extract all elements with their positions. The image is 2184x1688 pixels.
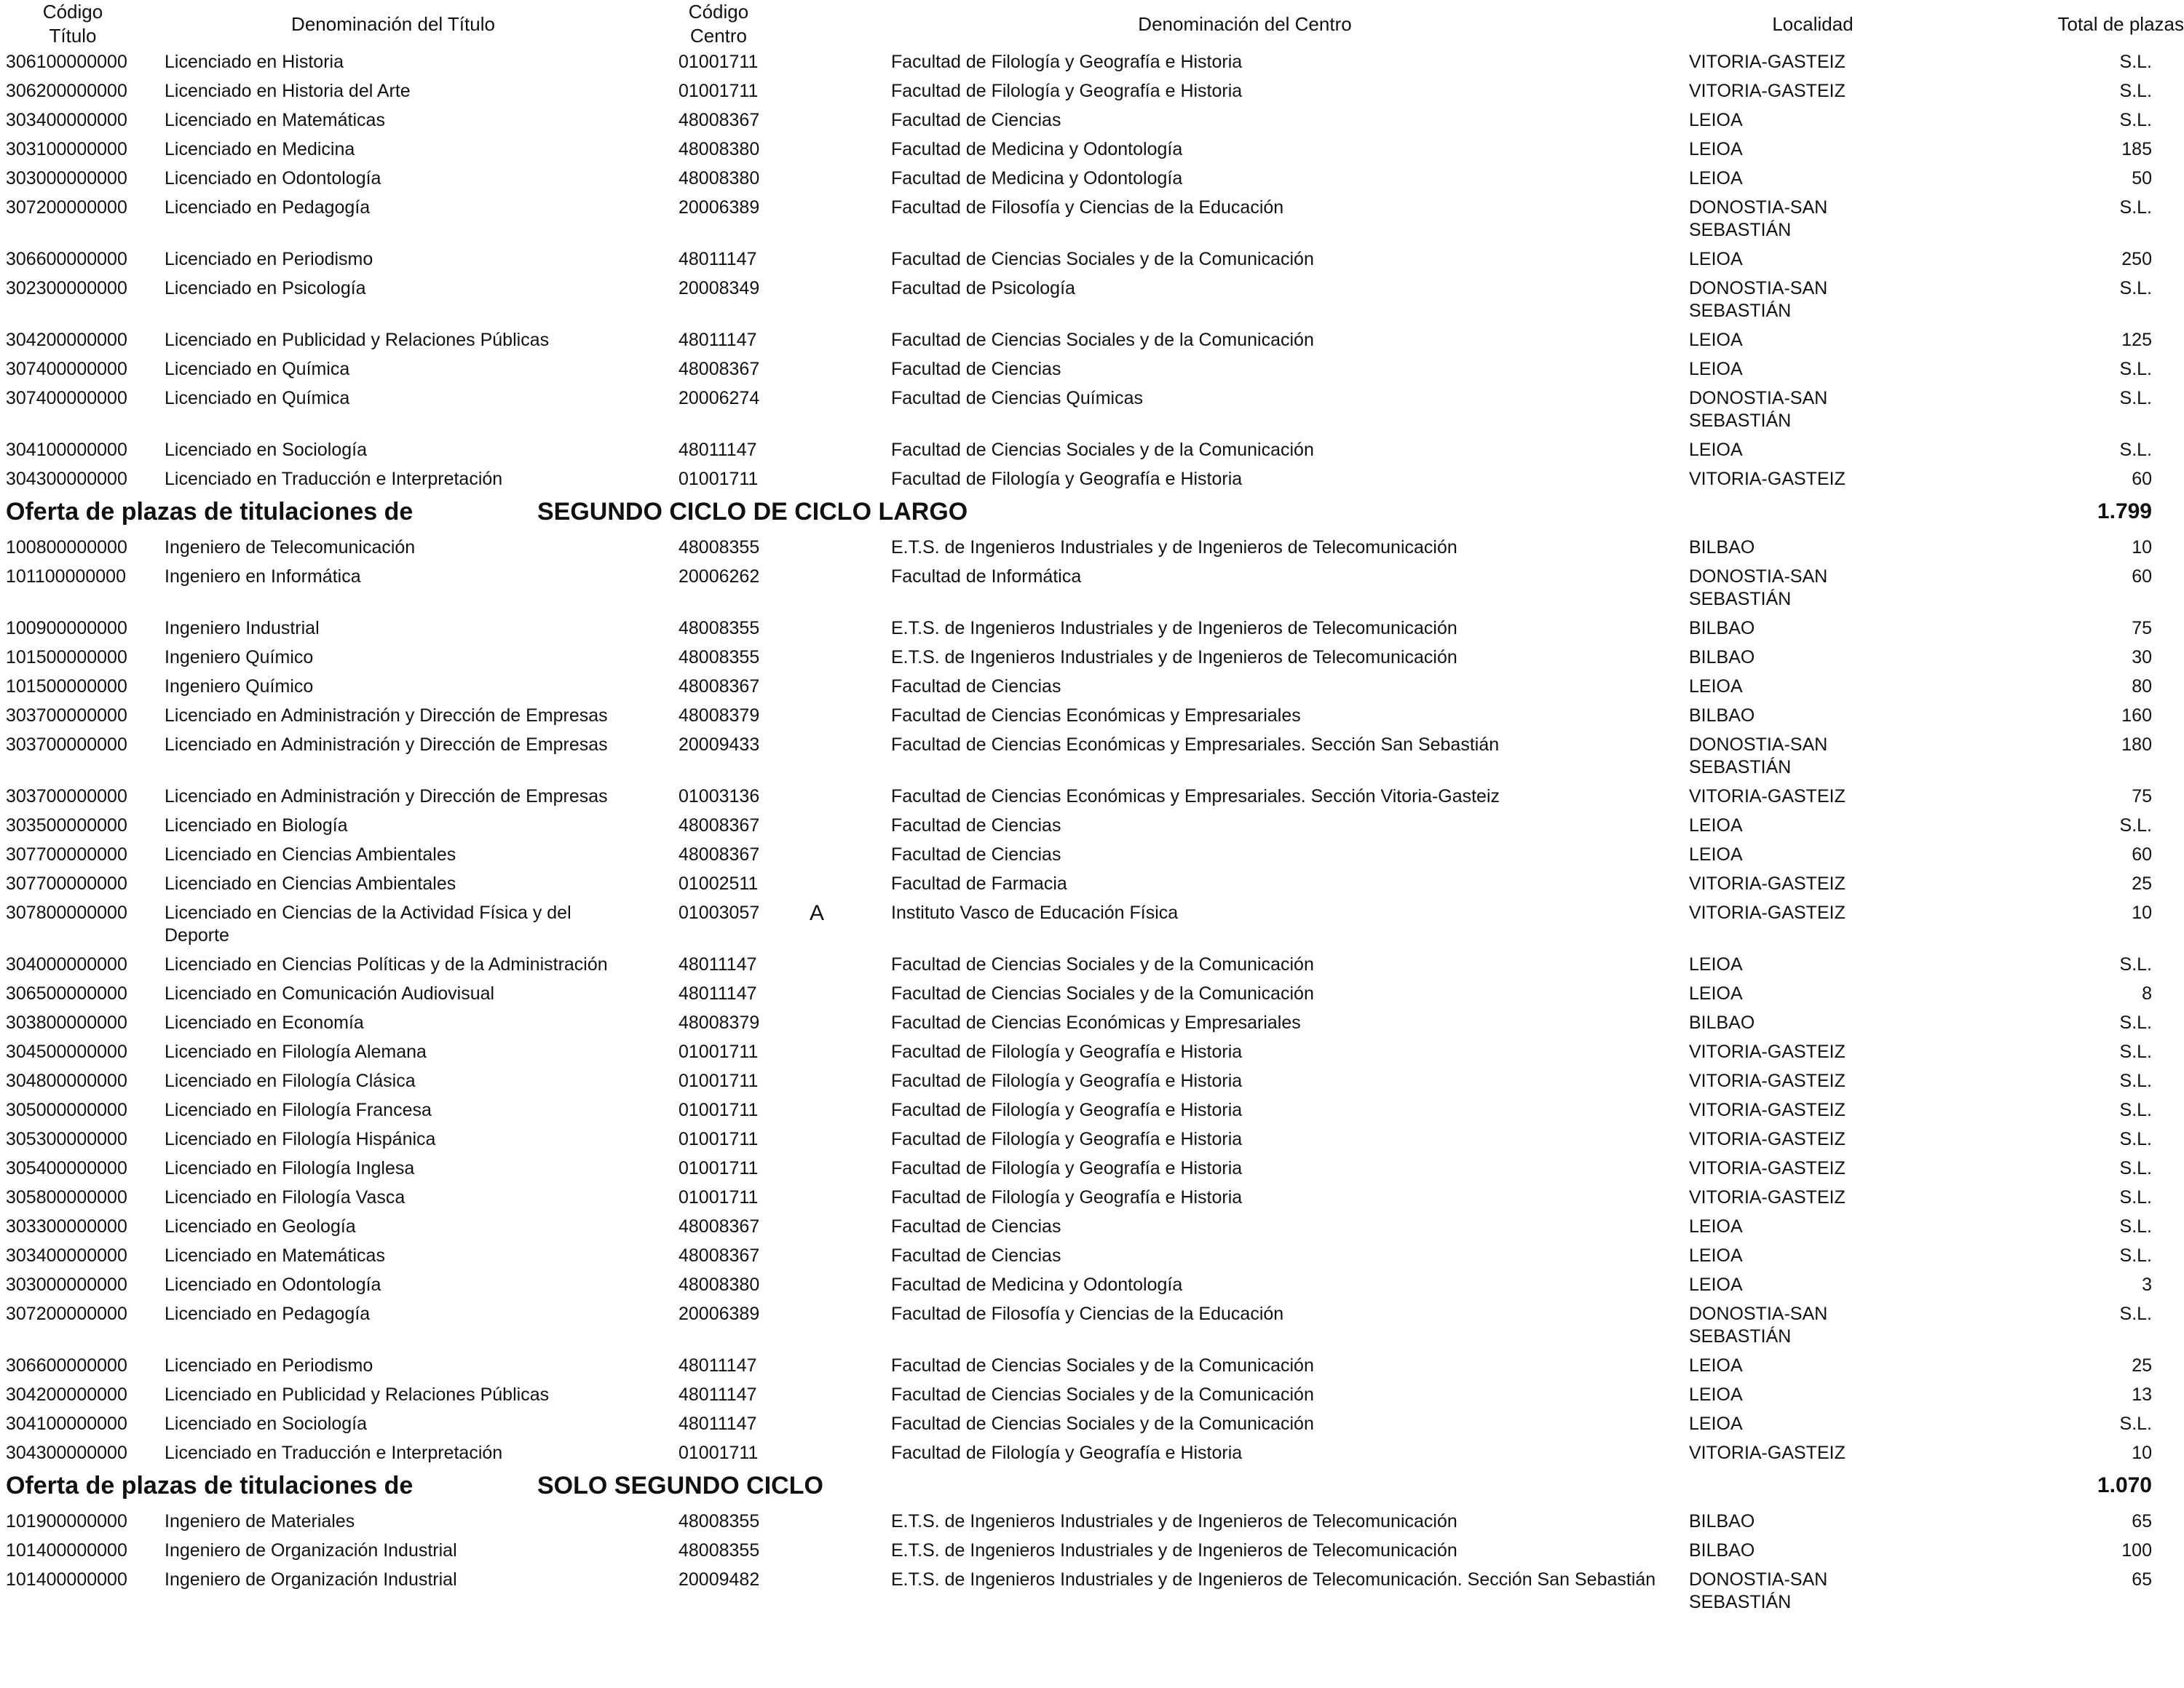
codigo-centro-cell: 48008380: [678, 139, 760, 159]
centro-cell: Facultad de Ciencias: [891, 844, 1061, 865]
codigo-titulo-cell: 101100000000: [6, 566, 126, 587]
localidad-cell: LEIOA: [1689, 1216, 1743, 1237]
total-plazas-cell: 50: [2132, 168, 2152, 189]
codigo-titulo-cell: 305400000000: [6, 1158, 127, 1178]
localidad-cell: LEIOA: [1689, 1245, 1743, 1266]
localidad-cell: LEIOA: [1689, 954, 1743, 975]
localidad-cell: LEIOA: [1689, 676, 1743, 697]
codigo-titulo-cell: 306500000000: [6, 983, 127, 1004]
titulo-cell: Ingeniero en Informática: [165, 566, 361, 587]
centro-cell: Facultad de Filología y Geografía e Historia: [891, 1158, 1243, 1178]
codigo-centro-cell: 48008367: [678, 676, 760, 697]
codigo-centro-cell: 01001711: [678, 1443, 759, 1463]
titulo-cell: Licenciado en Sociología: [165, 440, 367, 460]
total-plazas-cell: 3: [2142, 1275, 2152, 1295]
codigo-centro-cell: 01001711: [678, 52, 759, 72]
centro-cell: Facultad de Ciencias Químicas: [891, 388, 1143, 408]
centro-cell: Facultad de Medicina y Odontología: [891, 1275, 1183, 1295]
centro-cell: Facultad de Ciencias: [891, 359, 1061, 379]
titulo-cell: Licenciado en Traducción e Interpretación: [165, 1443, 503, 1463]
total-plazas-cell: S.L.: [2119, 52, 2152, 72]
codigo-centro-cell: 01001711: [678, 1187, 759, 1208]
codigo-titulo-cell: 303300000000: [6, 1216, 127, 1237]
codigo-titulo-cell: 303700000000: [6, 786, 127, 807]
codigo-titulo-cell: 101500000000: [6, 647, 127, 667]
header-codigo-centro: Código Centro: [688, 1, 749, 47]
codigo-centro-cell: 20006389: [678, 1304, 760, 1324]
codigo-centro-cell: 20008349: [678, 278, 760, 298]
codigo-centro-cell: 48008367: [678, 1216, 760, 1237]
codigo-titulo-cell: 306600000000: [6, 1355, 127, 1376]
localidad-cell: LEIOA: [1689, 1355, 1743, 1376]
codigo-centro-cell: 01001711: [678, 81, 759, 101]
localidad-cell: LEIOA: [1689, 815, 1743, 836]
localidad-cell: BILBAO: [1689, 618, 1755, 638]
localidad-cell: BILBAO: [1689, 705, 1755, 726]
titulo-cell: Ingeniero de Telecomunicación: [165, 537, 416, 558]
codigo-centro-cell: 01001711: [678, 1071, 759, 1091]
total-plazas-cell: S.L.: [2119, 359, 2152, 379]
total-plazas-cell: 60: [2132, 566, 2152, 587]
localidad-cell: LEIOA: [1689, 359, 1743, 379]
section-heading: [0, 496, 2184, 528]
titulo-cell: Ingeniero de Organización Industrial: [165, 1569, 457, 1590]
codigo-titulo-cell: 303100000000: [6, 139, 127, 159]
codigo-titulo-cell: 303700000000: [6, 734, 127, 755]
localidad-cell: VITORIA-GASTEIZ: [1689, 1443, 1845, 1463]
titulo-cell: Licenciado en Pedagogía: [165, 1304, 371, 1324]
localidad-cell: BILBAO: [1689, 647, 1755, 667]
localidad-cell: VITORIA-GASTEIZ: [1689, 1071, 1845, 1091]
titulo-cell: Licenciado en Periodismo: [165, 1355, 373, 1376]
centro-cell: E.T.S. de Ingenieros Industriales y de Ingenieros de Telecomunicación: [891, 537, 1457, 558]
codigo-titulo-cell: 305800000000: [6, 1187, 127, 1208]
total-plazas-cell: S.L.: [2119, 388, 2152, 408]
codigo-titulo-cell: 307700000000: [6, 844, 127, 865]
centro-cell: E.T.S. de Ingenieros Industriales y de Ingenieros de Telecomunicación: [891, 618, 1457, 638]
localidad-cell: VITORIA-GASTEIZ: [1689, 1129, 1845, 1149]
codigo-titulo-cell: 304100000000: [6, 1414, 127, 1434]
codigo-centro-cell: 48008367: [678, 815, 760, 836]
titulo-cell: Licenciado en Pedagogía: [165, 197, 371, 218]
section-total: 1.070: [2097, 1473, 2152, 1497]
titulo-cell: Licenciado en Comunicación Audiovisual: [165, 983, 495, 1004]
centro-cell: Facultad de Ciencias Sociales y de la Comunicación: [891, 1355, 1314, 1376]
codigo-centro-cell: 20006389: [678, 197, 760, 218]
codigo-titulo-cell: 307400000000: [6, 388, 127, 408]
localidad-cell: BILBAO: [1689, 1511, 1755, 1532]
codigo-titulo-cell: 307400000000: [6, 359, 127, 379]
centro-cell: Instituto Vasco de Educación Física: [891, 903, 1179, 923]
codigo-centro-cell: 01003136: [678, 786, 760, 807]
localidad-cell: VITORIA-GASTEIZ: [1689, 786, 1845, 807]
total-plazas-cell: 13: [2132, 1384, 2152, 1405]
total-plazas-cell: S.L.: [2119, 1245, 2152, 1266]
codigo-centro-cell: 48011147: [678, 330, 757, 350]
titulo-cell: Licenciado en Ciencias Políticas y de la Administración: [165, 954, 608, 975]
header-total-plazas: Total de plazas: [2057, 13, 2184, 35]
titulo-cell: Licenciado en Psicología: [165, 278, 366, 298]
codigo-centro-cell: 01002511: [678, 873, 759, 894]
centro-cell: Facultad de Filosofía y Ciencias de la Educación: [891, 197, 1284, 218]
codigo-titulo-cell: 304200000000: [6, 330, 127, 350]
total-plazas-cell: S.L.: [2119, 1158, 2152, 1178]
titulo-cell: Licenciado en Geología: [165, 1216, 356, 1237]
codigo-titulo-cell: 303400000000: [6, 110, 127, 130]
codigo-titulo-cell: 302300000000: [6, 278, 127, 298]
titulo-cell: Licenciado en Medicina: [165, 139, 355, 159]
total-plazas-cell: S.L.: [2119, 81, 2152, 101]
total-plazas-cell: S.L.: [2119, 1013, 2152, 1033]
titulo-cell: Licenciado en Publicidad y Relaciones Públicas: [165, 330, 550, 350]
localidad-cell: DONOSTIA-SAN SEBASTIÁN: [1689, 1569, 1828, 1612]
centro-cell: Facultad de Filosofía y Ciencias de la Educación: [891, 1304, 1284, 1324]
titulo-cell: Licenciado en Traducción e Interpretación: [165, 469, 503, 489]
centro-cell: Facultad de Filología y Geografía e Historia: [891, 1443, 1243, 1463]
codigo-titulo-cell: 101400000000: [6, 1569, 127, 1590]
centro-cell: Facultad de Filología y Geografía e Historia: [891, 1129, 1243, 1149]
total-plazas-cell: 60: [2132, 844, 2152, 865]
localidad-cell: LEIOA: [1689, 110, 1743, 130]
localidad-cell: VITORIA-GASTEIZ: [1689, 1100, 1845, 1120]
titulo-cell: Licenciado en Filología Francesa: [165, 1100, 432, 1120]
centro-cell: Facultad de Ciencias: [891, 815, 1061, 836]
codigo-centro-cell: 48011147: [678, 440, 757, 460]
total-plazas-cell: S.L.: [2119, 1129, 2152, 1149]
centro-cell: Facultad de Ciencias Económicas y Empresariales: [891, 1013, 1301, 1033]
section-label: Oferta de plazas de titulaciones de: [6, 1472, 414, 1499]
codigo-centro-cell: 48008367: [678, 844, 760, 865]
codigo-centro-cell: 01001711: [678, 1100, 759, 1120]
localidad-cell: LEIOA: [1689, 139, 1743, 159]
codigo-centro-cell: 48011147: [678, 983, 757, 1004]
codigo-titulo-cell: 303700000000: [6, 705, 127, 726]
total-plazas-cell: S.L.: [2119, 110, 2152, 130]
total-plazas-cell: S.L.: [2119, 440, 2152, 460]
codigo-centro-cell: 48008355: [678, 1540, 760, 1561]
centro-cell: Facultad de Ciencias Sociales y de la Comunicación: [891, 249, 1314, 269]
codigo-titulo-cell: 307700000000: [6, 873, 127, 894]
titulo-cell: Licenciado en Administración y Dirección de Empresas: [165, 734, 608, 755]
header-codigo-titulo: Código Título: [42, 1, 103, 47]
localidad-cell: VITORIA-GASTEIZ: [1689, 1042, 1845, 1062]
titulo-cell: Licenciado en Historia: [165, 52, 344, 72]
codigo-titulo-cell: 100800000000: [6, 537, 127, 558]
total-plazas-cell: 65: [2132, 1569, 2152, 1590]
header-localidad: Localidad: [1772, 13, 1853, 35]
centro-cell: Facultad de Medicina y Odontología: [891, 168, 1183, 189]
header-denominacion-titulo: Denominación del Título: [291, 13, 495, 35]
section-title: SEGUNDO CICLO DE CICLO LARGO: [537, 498, 968, 526]
centro-cell: Facultad de Filología y Geografía e Historia: [891, 1187, 1243, 1208]
centro-cell: Facultad de Ciencias Económicas y Empresariales: [891, 705, 1301, 726]
total-plazas-cell: 25: [2132, 1355, 2152, 1376]
codigo-centro-cell: 48008367: [678, 359, 760, 379]
titulo-cell: Licenciado en Publicidad y Relaciones Públicas: [165, 1384, 550, 1405]
titulo-cell: Licenciado en Química: [165, 359, 350, 379]
total-plazas-cell: S.L.: [2119, 954, 2152, 975]
centro-cell: Facultad de Informática: [891, 566, 1082, 587]
total-plazas-cell: S.L.: [2119, 278, 2152, 298]
codigo-centro-cell: 20009482: [678, 1569, 760, 1590]
centro-cell: Facultad de Ciencias Sociales y de la Comunicación: [891, 983, 1314, 1004]
localidad-cell: LEIOA: [1689, 168, 1743, 189]
total-plazas-cell: S.L.: [2119, 1414, 2152, 1434]
codigo-centro-cell: 20006274: [678, 388, 760, 408]
localidad-cell: DONOSTIA-SAN SEBASTIÁN: [1689, 566, 1828, 609]
total-plazas-cell: 10: [2132, 537, 2152, 558]
total-plazas-cell: 125: [2121, 330, 2152, 350]
centro-cell: Facultad de Ciencias Sociales y de la Comunicación: [891, 440, 1314, 460]
titulo-cell: Licenciado en Biología: [165, 815, 348, 836]
centro-cell: Facultad de Filología y Geografía e Historia: [891, 469, 1243, 489]
total-plazas-cell: 60: [2132, 469, 2152, 489]
codigo-centro-cell: 48008379: [678, 1013, 760, 1033]
section-heading: [0, 1470, 2184, 1502]
codigo-titulo-cell: 305300000000: [6, 1129, 127, 1149]
localidad-cell: DONOSTIA-SAN SEBASTIÁN: [1689, 278, 1828, 321]
localidad-cell: BILBAO: [1689, 537, 1755, 558]
titulo-cell: Ingeniero Químico: [165, 647, 314, 667]
codigo-titulo-cell: 306600000000: [6, 249, 127, 269]
localidad-cell: LEIOA: [1689, 440, 1743, 460]
codigo-titulo-cell: 101500000000: [6, 676, 127, 697]
centro-cell: Facultad de Medicina y Odontología: [891, 139, 1183, 159]
codigo-centro-cell: 48008367: [678, 110, 760, 130]
codigo-titulo-cell: 304500000000: [6, 1042, 127, 1062]
codigo-centro-cell: 01001711: [678, 1042, 759, 1062]
titulo-cell: Licenciado en Filología Alemana: [165, 1042, 427, 1062]
localidad-cell: VITORIA-GASTEIZ: [1689, 81, 1845, 101]
centro-cell: Facultad de Ciencias Sociales y de la Comunicación: [891, 1384, 1314, 1405]
titulo-cell: Ingeniero Industrial: [165, 618, 320, 638]
total-plazas-cell: 180: [2121, 734, 2152, 755]
centro-cell: Facultad de Psicología: [891, 278, 1075, 298]
centro-cell: Facultad de Filología y Geografía e Historia: [891, 1042, 1243, 1062]
centro-cell: Facultad de Ciencias: [891, 1216, 1061, 1237]
localidad-cell: DONOSTIA-SAN SEBASTIÁN: [1689, 197, 1828, 240]
titulo-cell: Ingeniero Químico: [165, 676, 314, 697]
codigo-titulo-cell: 304300000000: [6, 469, 127, 489]
titulo-cell: Licenciado en Odontología: [165, 1275, 381, 1295]
section-title: SOLO SEGUNDO CICLO: [537, 1472, 823, 1499]
centro-cell: E.T.S. de Ingenieros Industriales y de Ingenieros de Telecomunicación: [891, 647, 1457, 667]
titulo-cell: Licenciado en Matemáticas: [165, 110, 385, 130]
titulo-cell: Ingeniero de Organización Industrial: [165, 1540, 457, 1561]
codigo-titulo-cell: 303800000000: [6, 1013, 127, 1033]
titulo-cell: Licenciado en Sociología: [165, 1414, 367, 1434]
titulo-cell: Licenciado en Química: [165, 388, 350, 408]
codigo-centro-cell: 48011147: [678, 249, 757, 269]
total-plazas-cell: 75: [2132, 786, 2152, 807]
codigo-centro-cell: 01001711: [678, 1158, 759, 1178]
total-plazas-cell: 100: [2121, 1540, 2152, 1561]
codigo-titulo-cell: 101900000000: [6, 1511, 127, 1532]
codigo-titulo-cell: 304000000000: [6, 954, 127, 975]
total-plazas-cell: 185: [2121, 139, 2152, 159]
total-plazas-cell: S.L.: [2119, 1187, 2152, 1208]
localidad-cell: LEIOA: [1689, 1414, 1743, 1434]
codigo-centro-cell: 48008379: [678, 705, 760, 726]
titulo-cell: Licenciado en Ciencias de la Actividad Física y del Deporte: [165, 903, 571, 946]
codigo-centro-cell: 20006262: [678, 566, 760, 587]
codigo-titulo-cell: 306200000000: [6, 81, 127, 101]
titulo-cell: Licenciado en Administración y Dirección de Empresas: [165, 786, 608, 807]
centro-cell: E.T.S. de Ingenieros Industriales y de Ingenieros de Telecomunicación: [891, 1511, 1457, 1532]
localidad-cell: VITORIA-GASTEIZ: [1689, 469, 1845, 489]
codigo-titulo-cell: 307200000000: [6, 197, 127, 218]
centro-cell: Facultad de Filología y Geografía e Historia: [891, 1071, 1243, 1091]
section-label: Oferta de plazas de titulaciones de: [6, 498, 414, 526]
centro-cell: Facultad de Filología y Geografía e Historia: [891, 1100, 1243, 1120]
codigo-titulo-cell: 305000000000: [6, 1100, 127, 1120]
codigo-titulo-cell: 100900000000: [6, 618, 127, 638]
localidad-cell: DONOSTIA-SAN SEBASTIÁN: [1689, 734, 1828, 777]
centro-cell: Facultad de Ciencias Sociales y de la Comunicación: [891, 330, 1314, 350]
total-plazas-cell: 30: [2132, 647, 2152, 667]
localidad-cell: VITORIA-GASTEIZ: [1689, 873, 1845, 894]
centro-cell: Facultad de Farmacia: [891, 873, 1067, 894]
codigo-centro-cell: 48008380: [678, 1275, 760, 1295]
localidad-cell: LEIOA: [1689, 1384, 1743, 1405]
codigo-centro-cell: 01001711: [678, 469, 759, 489]
total-plazas-cell: S.L.: [2119, 197, 2152, 218]
codigo-centro-cell: 48011147: [678, 954, 757, 975]
codigo-centro-cell: 01003057: [678, 903, 760, 923]
codigo-centro-cell: 48008355: [678, 537, 760, 558]
centro-cell: Facultad de Ciencias: [891, 1245, 1061, 1266]
titulo-cell: Licenciado en Odontología: [165, 168, 381, 189]
total-plazas-cell: 65: [2132, 1511, 2152, 1532]
total-plazas-cell: 25: [2132, 873, 2152, 894]
titulo-cell: Licenciado en Administración y Dirección de Empresas: [165, 705, 608, 726]
codigo-titulo-cell: 303400000000: [6, 1245, 127, 1266]
centro-cell: Facultad de Ciencias Económicas y Empresariales. Sección San Sebastián: [891, 734, 1500, 755]
localidad-cell: VITORIA-GASTEIZ: [1689, 52, 1845, 72]
localidad-cell: VITORIA-GASTEIZ: [1689, 1187, 1845, 1208]
titulo-cell: Licenciado en Filología Inglesa: [165, 1158, 415, 1178]
centro-cell: Facultad de Filología y Geografía e Historia: [891, 52, 1243, 72]
titulo-cell: Licenciado en Ciencias Ambientales: [165, 873, 456, 894]
codigo-centro-cell: 48011147: [678, 1384, 757, 1405]
total-plazas-cell: 8: [2142, 983, 2152, 1004]
codigo-centro-cell: 48008355: [678, 618, 760, 638]
total-plazas-cell: 160: [2121, 705, 2152, 726]
codigo-centro-cell: 48011147: [678, 1414, 757, 1434]
total-plazas-cell: S.L.: [2119, 1216, 2152, 1237]
section-total: 1.799: [2097, 499, 2152, 523]
total-plazas-cell: 80: [2132, 676, 2152, 697]
row-mark: A: [810, 901, 825, 925]
codigo-centro-cell: 48011147: [678, 1355, 757, 1376]
codigo-titulo-cell: 307800000000: [6, 903, 127, 923]
localidad-cell: LEIOA: [1689, 1275, 1743, 1295]
total-plazas-cell: S.L.: [2119, 1100, 2152, 1120]
codigo-titulo-cell: 101400000000: [6, 1540, 127, 1561]
centro-cell: Facultad de Ciencias: [891, 110, 1061, 130]
codigo-centro-cell: 48008355: [678, 647, 760, 667]
codigo-titulo-cell: 306100000000: [6, 52, 127, 72]
titulo-cell: Licenciado en Matemáticas: [165, 1245, 385, 1266]
total-plazas-cell: 10: [2132, 1443, 2152, 1463]
codigo-centro-cell: 48008367: [678, 1245, 760, 1266]
codigo-centro-cell: 20009433: [678, 734, 760, 755]
localidad-cell: VITORIA-GASTEIZ: [1689, 903, 1845, 923]
codigo-titulo-cell: 304300000000: [6, 1443, 127, 1463]
titulo-cell: Licenciado en Ciencias Ambientales: [165, 844, 456, 865]
total-plazas-cell: S.L.: [2119, 815, 2152, 836]
total-plazas-cell: S.L.: [2119, 1042, 2152, 1062]
localidad-cell: DONOSTIA-SAN SEBASTIÁN: [1689, 388, 1828, 431]
centro-cell: Facultad de Ciencias Sociales y de la Comunicación: [891, 1414, 1314, 1434]
centro-cell: Facultad de Ciencias Sociales y de la Comunicación: [891, 954, 1314, 975]
titulo-cell: Ingeniero de Materiales: [165, 1511, 355, 1532]
titulo-cell: Licenciado en Filología Hispánica: [165, 1129, 436, 1149]
titulo-cell: Licenciado en Filología Vasca: [165, 1187, 405, 1208]
localidad-cell: LEIOA: [1689, 249, 1743, 269]
titulo-cell: Licenciado en Periodismo: [165, 249, 373, 269]
header-denominacion-centro: Denominación del Centro: [1138, 13, 1352, 35]
localidad-cell: LEIOA: [1689, 983, 1743, 1004]
localidad-cell: DONOSTIA-SAN SEBASTIÁN: [1689, 1304, 1828, 1347]
total-plazas-cell: 250: [2121, 249, 2152, 269]
centro-cell: E.T.S. de Ingenieros Industriales y de Ingenieros de Telecomunicación. Sección San Sebastián: [891, 1569, 1656, 1590]
total-plazas-cell: 75: [2132, 618, 2152, 638]
codigo-titulo-cell: 303000000000: [6, 1275, 127, 1295]
codigo-centro-cell: 48008380: [678, 168, 760, 189]
total-plazas-cell: S.L.: [2119, 1071, 2152, 1091]
centro-cell: Facultad de Ciencias Económicas y Empresariales. Sección Vitoria-Gasteiz: [891, 786, 1500, 807]
titulo-cell: Licenciado en Historia del Arte: [165, 81, 411, 101]
codigo-titulo-cell: 304800000000: [6, 1071, 127, 1091]
titulo-cell: Licenciado en Filología Clásica: [165, 1071, 416, 1091]
localidad-cell: VITORIA-GASTEIZ: [1689, 1158, 1845, 1178]
codigo-titulo-cell: 307200000000: [6, 1304, 127, 1324]
codigo-titulo-cell: 304200000000: [6, 1384, 127, 1405]
codigo-centro-cell: 01001711: [678, 1129, 759, 1149]
centro-cell: E.T.S. de Ingenieros Industriales y de Ingenieros de Telecomunicación: [891, 1540, 1457, 1561]
total-plazas-cell: 10: [2132, 903, 2152, 923]
codigo-titulo-cell: 303500000000: [6, 815, 127, 836]
total-plazas-cell: S.L.: [2119, 1304, 2152, 1324]
titulo-cell: Licenciado en Economía: [165, 1013, 364, 1033]
codigo-titulo-cell: 304100000000: [6, 440, 127, 460]
centro-cell: Facultad de Filología y Geografía e Historia: [891, 81, 1243, 101]
localidad-cell: BILBAO: [1689, 1540, 1755, 1561]
codigo-centro-cell: 48008355: [678, 1511, 760, 1532]
localidad-cell: BILBAO: [1689, 1013, 1755, 1033]
localidad-cell: LEIOA: [1689, 844, 1743, 865]
codigo-titulo-cell: 303000000000: [6, 168, 127, 189]
centro-cell: Facultad de Ciencias: [891, 676, 1061, 697]
localidad-cell: LEIOA: [1689, 330, 1743, 350]
